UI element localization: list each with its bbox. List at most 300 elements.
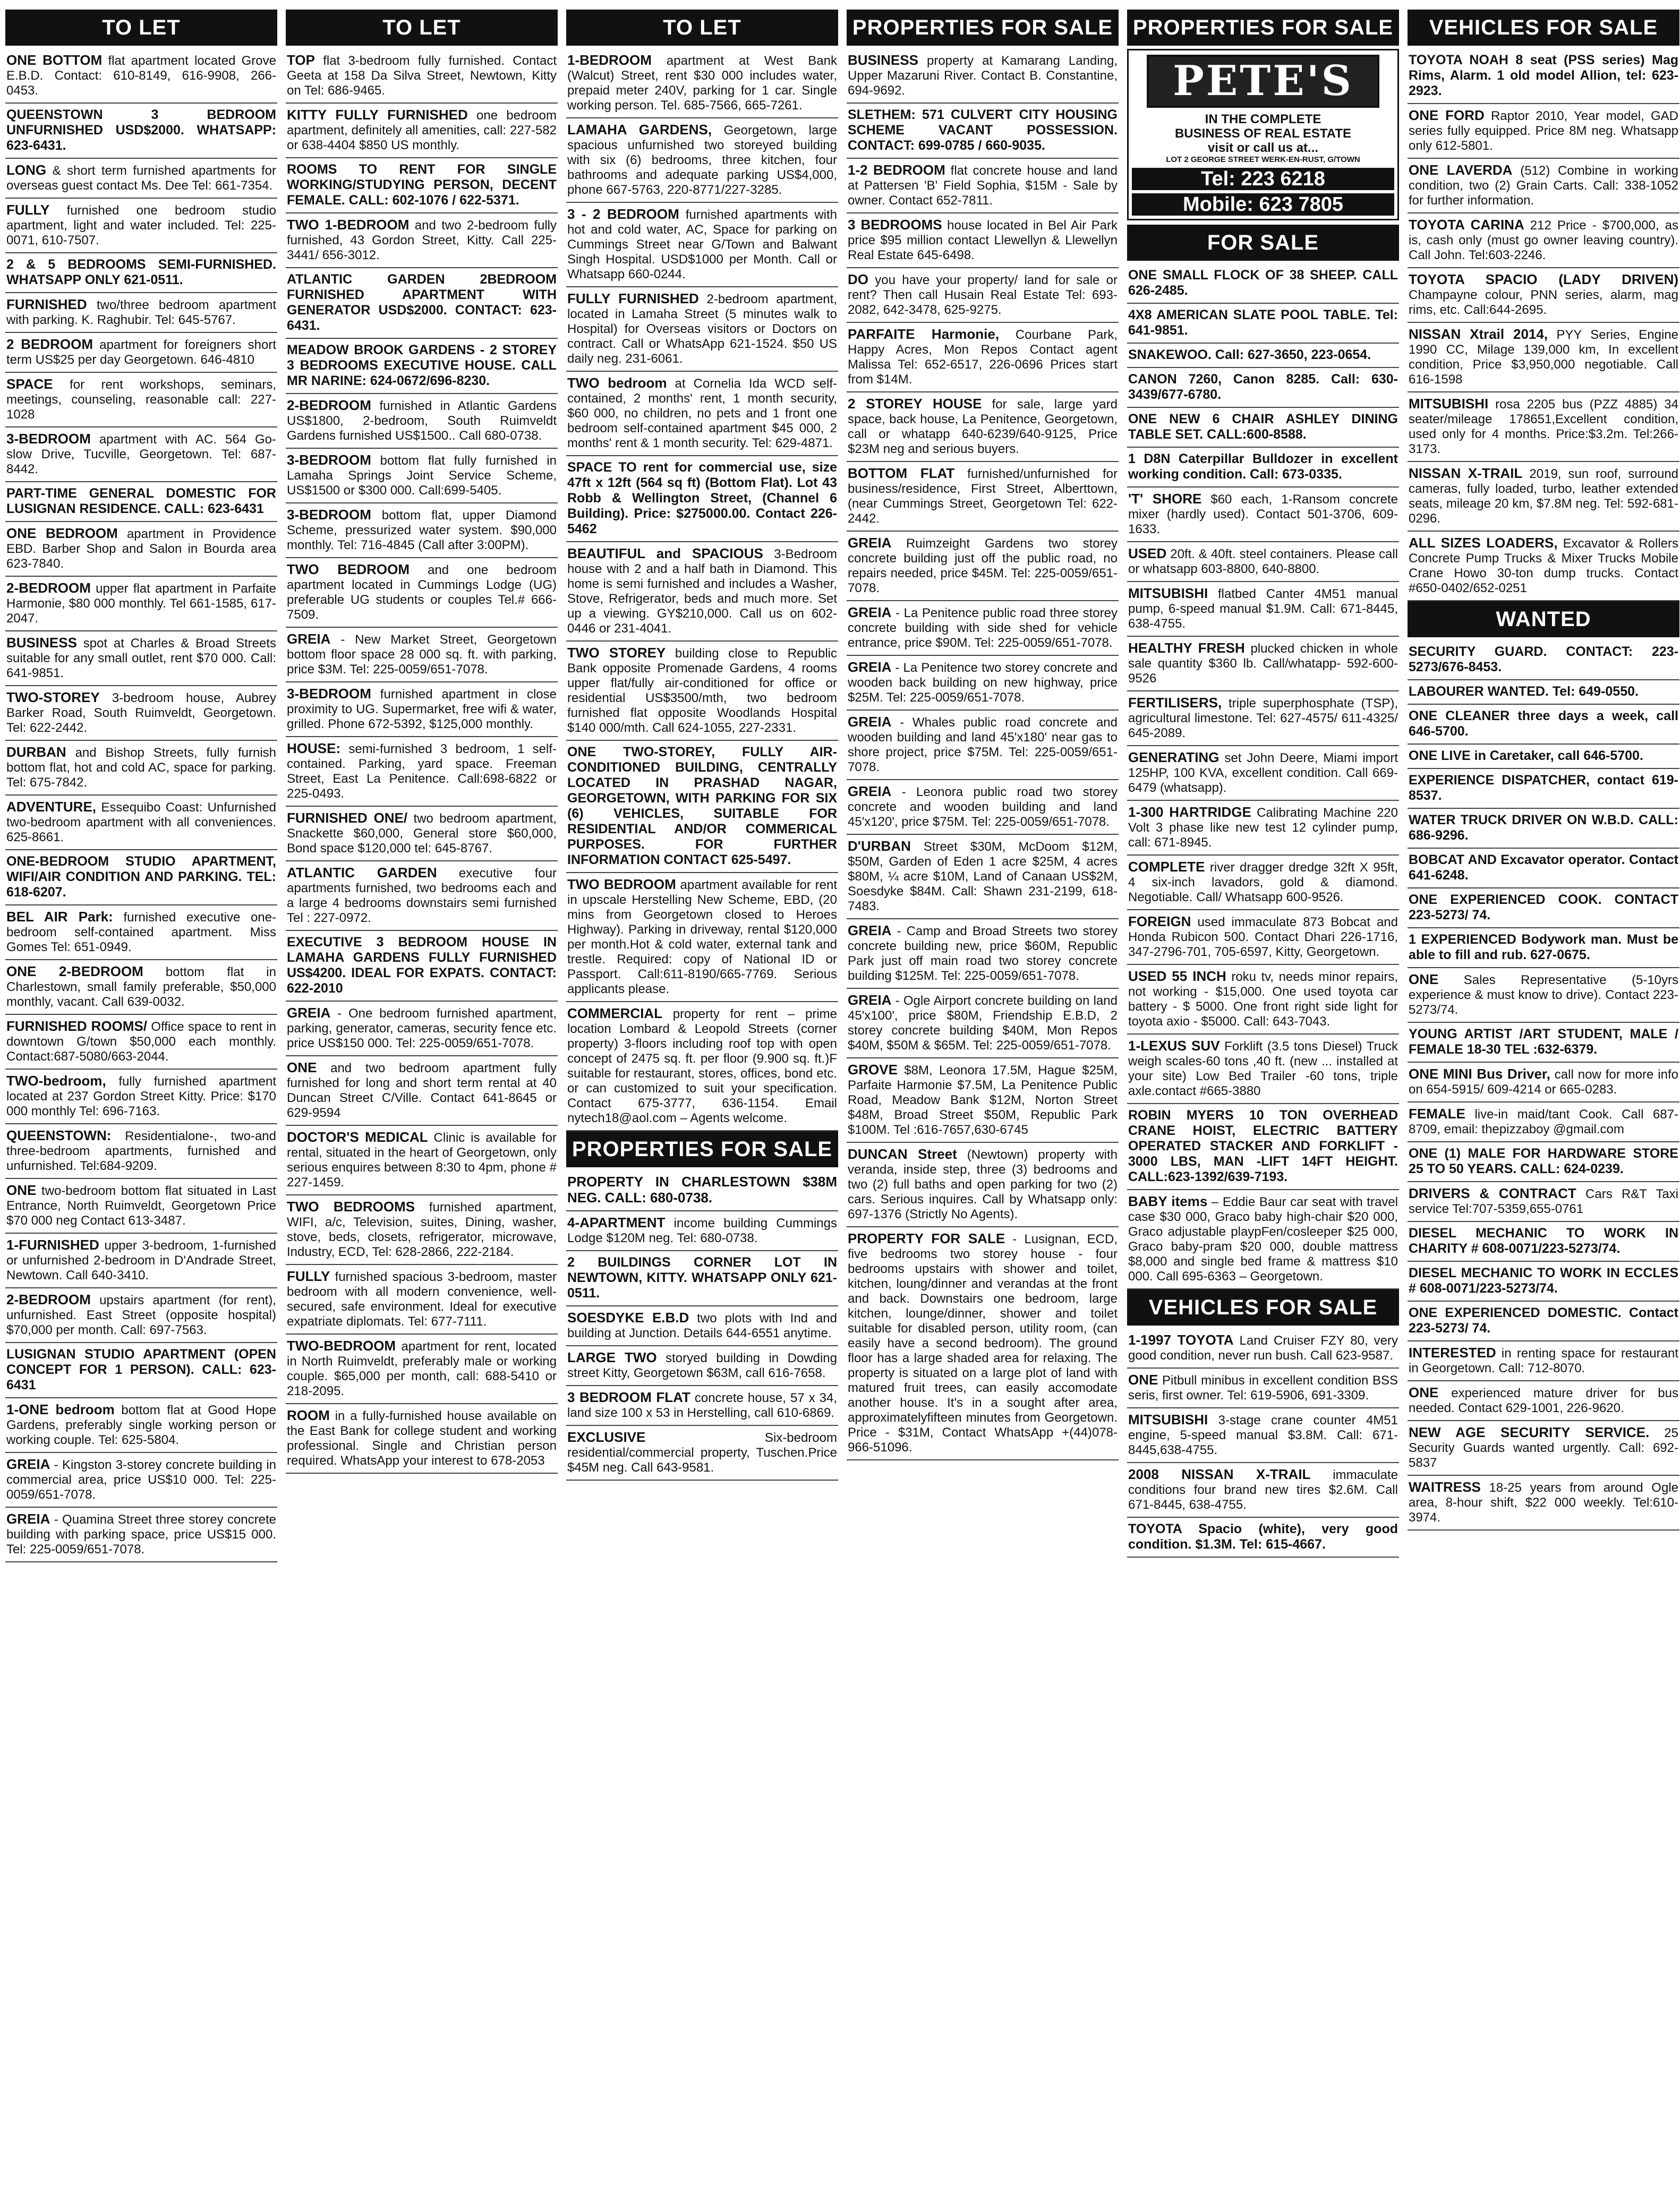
ad-body: Courbane Park, Happy Acres, Mon Repos Contact agent Malissa Tel: 652-6517, 226-0696 Prices start from $14M. (848, 328, 1118, 387)
classified-ad (286, 104, 558, 158)
ad-body: 1 EXPERIENCED Bodywork man. Must be able to fill and rub. 627-0675. (1409, 932, 1678, 962)
ad-lead: NISSAN X-TRAIL (1409, 465, 1523, 481)
classified-ad (5, 796, 277, 850)
ad-body: apartment for foreigners short term US$25 per day Georgetown. 646-4810 (6, 338, 276, 367)
logo-line: visit or call us at... (1207, 141, 1319, 155)
ad-body: Raptor 2010, Year model, GAD series fully equipped. Price 8M neg. Whatsapp only 612-5801. (1409, 109, 1678, 153)
ad-lead: 3-BEDROOM (287, 452, 371, 468)
classified-ad (566, 372, 838, 456)
classified-ad (566, 203, 838, 287)
ad-body: two plots with Ind and building at Junction. Details 644-6551 anytime. (567, 1311, 837, 1340)
section-header: PROPERTIES FOR SALE (566, 1131, 838, 1167)
ad-lead: 2 BEDROOM (6, 336, 93, 352)
ad-body: at Cornelia Ida WCD self-contained, 2 months' rent, 1 month security, $60 000, no children, no pets and 1 front one bedroom self-contained apartment $45 000, 2 months' rent & 1 month security. Tel: 629-4871. (567, 377, 837, 450)
classified-ad (847, 532, 1119, 601)
classified-ad (1408, 968, 1679, 1023)
ad-lead: GREIA (848, 992, 892, 1008)
ad-lead: GREIA (848, 714, 892, 730)
classified-ad (5, 905, 277, 960)
ad-lead: 3-BEDROOM (287, 507, 371, 523)
ad-lead: TOP (287, 52, 315, 68)
ad-body: SNAKEWOO. Call: 627-3650, 223-0654. (1128, 347, 1371, 362)
classified-ad (847, 919, 1119, 989)
ad-lead: GREIA (287, 631, 331, 647)
ad-body: building close to Republic Bank opposite Promenade Gardens, 4 rooms upper flat/fully air-conditioned for office or residential US$3500/mth, two bedroom furnished flat opposite Woodlands Hospital $140 000/mth. Call 624-1055, 227-2331. (567, 646, 837, 735)
classified-ad (1127, 488, 1399, 542)
classified-ad (286, 268, 558, 339)
ad-body: for rent workshops, seminars, meetings, counseling, reasonable call: 227-1028 (6, 378, 276, 422)
ad-body: property at Kamarang Landing, Upper Mazaruni River. Contact B. Constantine, 694-9692. (848, 54, 1118, 98)
ad-body: 2019, sun roof, surround cameras, fully loaded, turbo, leather extended seats, mileage 20 km, $7.8M neg. Tel: 592-681-0296. (1409, 467, 1679, 526)
ad-body: bottom flat at Good Hope Gardens, preferably single working person or working couple. Tel: 625-5804. (6, 1403, 276, 1447)
ad-body: storyed building in Dowding street Kitty, Georgetown $63M, call 616-7658. (567, 1351, 837, 1380)
classified-ad (847, 159, 1119, 213)
classified-ad (5, 1453, 277, 1508)
classified-ad (5, 850, 277, 905)
classified-ad (1127, 1518, 1399, 1558)
ad-body: SLETHEM: 571 CULVERT CITY HOUSING SCHEME VACANT POSSESSION. CONTACT: 699-0785 / 660-9035. (848, 107, 1118, 153)
ad-lead: DOCTOR'S MEDICAL (287, 1129, 428, 1145)
ad-body: 3-bedroom house, Aubrey Barker Road, South Ruimveldt, Georgetown. Tel: 622-2442. (6, 691, 276, 735)
classified-ad (847, 1058, 1119, 1143)
ad-body: $8M, Leonora 17.5M, Hague $25M, Parfaite Harmonie $7.5M, La Penitence Public Road, Meadow Bank $12M, Norton Street $48M, Broad Street $50M, Republic Park $100M. Tel :616-7657,630-6745 (848, 1063, 1118, 1137)
ad-body: executive four apartments furnished, two bedrooms each and a large 4 bedrooms downstairs semi furnished Tel : 227-0972. (287, 866, 557, 925)
classified-ad (1408, 745, 1679, 769)
ad-lead: ONE MINI Bus Driver, (1409, 1066, 1550, 1082)
ad-lead: GREIA (6, 1511, 50, 1527)
classified-ad (1408, 769, 1679, 809)
ad-body: 20ft. & 40ft. steel containers. Please call or whatsapp 603-8800, 640-8800. (1128, 547, 1398, 576)
ad-lead: GREIA (848, 783, 892, 799)
ad-lead: ONE FORD (1409, 107, 1485, 123)
classified-ad (847, 323, 1119, 392)
classified-ad (286, 682, 558, 737)
classified-ad (566, 1002, 838, 1131)
classified-ad (286, 558, 558, 628)
logo-line: BUSINESS OF REAL ESTATE (1174, 126, 1352, 141)
ad-body: two bedroom apartment, Snackette $60,000, General store $60,000, Bond space $120,000 tel: 645-8767. (287, 811, 557, 856)
ad-lead: SOESDYKE E.B.D (567, 1310, 689, 1326)
ad-body: 1 D8N Caterpillar Bulldozer in excellent working condition. Call: 673-0335. (1128, 451, 1398, 482)
classified-ad (1408, 213, 1679, 268)
ad-lead: ROOM (287, 1407, 330, 1423)
ad-body: ONE TWO-STOREY, FULLY AIR-CONDITIONED BUILDING, CENTRALLY LOCATED IN PRASHAD NAGAR, GEORGETOWN, WITH PARKING FOR SIX (6) VEHICLES, SUITABLE FOR RESIDENTIAL AND/OR COMMERICAL PURPOSES. FOR FURTHER INFORMATION CONTACT 625-5497. (567, 745, 837, 867)
ad-lead: ONE BEDROOM (6, 525, 118, 541)
ad-body: 2 BUILDINGS CORNER LOT IN NEWTOWN, KITTY. WHATSAPP ONLY 621-0511. (567, 1255, 837, 1301)
classified-ad (847, 780, 1119, 835)
ad-body: Essequibo Coast: Unfurnished two-bedroom apartment with all conveniences. 625-8661. (6, 800, 276, 844)
ad-body: PYY Series, Engine 1990 CC, Milage 139,000 km, In excellent condition, Price $3,950,000 negotiable. Call 616-1598 (1409, 328, 1678, 387)
ad-lead: EXCLUSIVE (567, 1429, 646, 1445)
section-header: TO LET (5, 10, 277, 46)
ad-body: flatbed Canter 4M51 manual pump, 6-speed manual $1.9M. Call: 671-8445, 638-4755. (1128, 587, 1398, 631)
classified-ad (286, 49, 558, 104)
classified-ad (1127, 801, 1399, 856)
ad-body: apartment in Providence EBD. Barber Shop and Salon in Bourda area 623-7840. (6, 527, 277, 571)
classified-ad (566, 1170, 838, 1211)
ad-body: fully furnished apartment located at 237 Gordon Street Kitty. Price: $170 000 monthly Tel: 696-7163. (6, 1074, 276, 1118)
ad-body: Street $30M, McDoom $12M, $50M, Garden of Eden 1 acre $25M, 4 acres $80M, ¼ acre $10M, Land of Canaan US$2M, Soesdyke $84M. Call: Shawn 231-2199, 618-7483. (848, 840, 1118, 913)
classified-ad (1408, 532, 1679, 601)
classified-ad (847, 711, 1119, 780)
ad-body: 2 & 5 BEDROOMS SEMI-FURNISHED. WHATSAPP ONLY 621-0511. (6, 257, 276, 287)
classified-ad (847, 601, 1119, 656)
ad-lead: 4-APARTMENT (567, 1215, 666, 1230)
ad-body: BOBCAT AND Excavator operator. Contact 641-6248. (1409, 852, 1678, 883)
classified-ad (286, 213, 558, 268)
classified-ad (286, 1002, 558, 1056)
ad-lead: GENERATING (1128, 749, 1220, 765)
ad-body: Land Cruiser FZY 80, very good condition, never run bush. Call 623-9587. (1128, 1334, 1398, 1363)
ad-lead: TWO 1-BEDROOM (287, 217, 410, 233)
ad-body: house located in Bel Air Park price $95 million contact Llewellyn & Llewellyn Real Estate 645-6498. (848, 218, 1118, 262)
classified-ad (1127, 408, 1399, 448)
classified-ad (286, 931, 558, 1002)
classified-ad (1408, 1142, 1679, 1182)
ad-lead: 1-300 HARTRIDGE (1128, 804, 1251, 820)
classified-ad (847, 49, 1119, 104)
ad-body: furnished apartment in close proximity to UG. Supermarket, free wifi & water, grilled. Phone 672-5392, $125,000 monthly. (287, 687, 557, 731)
classified-ad (847, 656, 1119, 711)
classified-ad (1408, 392, 1679, 462)
classified-ad (5, 293, 277, 333)
ad-body: flat concrete house and land at Pattersen 'B' Field Sophia, $15M - Sale by owner. Contact 652-7811. (848, 164, 1118, 208)
ad-lead: ONE (6, 1182, 37, 1198)
ad-lead: GROVE (848, 1062, 898, 1078)
ad-body: ONE EXPERIENCED DOMESTIC. Contact 223-5273/ 74. (1409, 1305, 1678, 1336)
ad-lead: 1-BEDROOM (567, 52, 652, 68)
ad-body: LABOURER WANTED. Tel: 649-0550. (1409, 684, 1639, 699)
ad-lead: TOYOTA SPACIO (LADY DRIVEN) (1409, 271, 1678, 287)
classified-ad (1408, 640, 1679, 680)
classified-ad (1127, 542, 1399, 582)
ad-lead: ONE BOTTOM (6, 52, 103, 68)
classified-ad (1408, 705, 1679, 745)
ad-lead: FULLY (6, 202, 50, 218)
classified-ad (566, 542, 838, 642)
ad-body: WATER TRUCK DRIVER ON W.B.D. CALL: 686-9296. (1409, 813, 1678, 843)
ad-body: furnished spacious 3-bedroom, master bedroom with all modern convenience, well-secured, safe environment. Ideal for executive expatriate diplomats. Tel: 677-7111. (287, 1270, 557, 1329)
classified-ad (566, 287, 838, 372)
ad-body: CANON 7260, Canon 8285. Call: 630-3439/677-6780. (1128, 372, 1398, 402)
logo-line: IN THE COMPLETE (1205, 112, 1321, 126)
ad-lead: 2-BEDROOM (6, 1292, 91, 1307)
ad-body: spot at Charles & Broad Streets suitable for any small outlet, rent $70 000. Call: 641-9851. (6, 636, 276, 680)
ad-body: Georgetown, large spacious unfurnished two storeyed building with six (6) bedrooms, three kitchen, four bathrooms and adequate parking US$4,000, phone 667-5763, 220-8771/227-3285. (567, 123, 838, 197)
classified-ad (847, 213, 1119, 268)
ad-lead: NEW AGE SECURITY SERVICE. (1409, 1424, 1650, 1440)
classified-ad (847, 835, 1119, 919)
logo-address: LOT 2 GEORGE STREET WERK-EN-RUST, G/TOWN (1166, 155, 1360, 164)
ad-body: furnished executive one-bedroom self-contained apartment. Miss Gomes Tel: 651-0949. (6, 910, 276, 954)
classified-ad (1408, 1262, 1679, 1302)
ad-body: - La Penitence two storey concrete and wooden back building on new highway, price $25M. Tel: 225-0059/651-7078. (848, 661, 1118, 705)
classified-ad (286, 807, 558, 861)
ad-body: immaculate conditions four brand new tires $2.6M. Call 671-8445, 638-4755. (1128, 1468, 1398, 1512)
classified-ad (1127, 746, 1399, 801)
classified-ad (1127, 448, 1399, 488)
ad-lead: LARGE TWO (567, 1349, 657, 1365)
ad-body: 18-25 years from around Ogle area, 8-hour shift, $22 000 weekly. Tel:610-3974. (1409, 1481, 1678, 1525)
ad-lead: GREIA (848, 659, 892, 675)
classified-ad (566, 456, 838, 542)
classified-ad (286, 1126, 558, 1195)
classified-ad (286, 1404, 558, 1474)
ad-lead: TOYOTA CARINA (1409, 217, 1524, 233)
ad-body: 3-Bedroom house with 2 and a half bath in Diamond. This home is semi furnished and includes a Washer, Stove, Refrigerator, beds and much more. Set up a viewing. GY$210,000. Call us on 602-0446 or 231-4041. (567, 547, 838, 636)
ad-lead: BABY items (1128, 1193, 1208, 1209)
ad-body: Calibrating Machine 220 Volt 3 phase like new test 12 cylinder pump, call: 671-8945. (1128, 806, 1398, 850)
classified-ad (1127, 1369, 1399, 1408)
ad-body: upstairs apartment (for rent), unfurnished. East Street (opposite hospital) $70,000 per month. Call: 697-7563. (6, 1293, 276, 1337)
ad-lead: GREIA (848, 922, 892, 938)
ad-body: ONE-BEDROOM STUDIO APARTMENT, WIFI/AIR CONDITION AND PARKING. TEL: 618-6207. (6, 854, 276, 900)
ad-body: concrete house, 57 x 34, land size 100 x 53 in Herstelling, call 610-6869. (567, 1391, 837, 1420)
ad-body: TOYOTA Spacio (white), very good condition. $1.3M. Tel: 615-4667. (1128, 1522, 1398, 1552)
ad-body: upper flat apartment in Parfaite Harmonie, $80 000 monthly. Tel 661-1585, 617-2047. (6, 582, 276, 626)
ad-lead: 1-FURNISHED (6, 1237, 99, 1253)
ad-body: 212 Price - $700,000, as is, cash only (must go owner leaving country). Call John. Tel:603-2246. (1409, 218, 1678, 262)
section-header: TO LET (566, 10, 838, 46)
classified-ad (1127, 344, 1399, 368)
classified-ad (286, 449, 558, 503)
section-header: WANTED (1408, 601, 1679, 637)
ad-body: & short term furnished apartments for overseas guest contact Ms. Dee Tel: 661-7354. (6, 164, 276, 193)
classified-ad (286, 339, 558, 394)
ad-body: 4X8 AMERICAN SLATE POOL TABLE. Tel: 641-9851. (1128, 307, 1398, 338)
ad-body: in renting space for restaurant in Georgetown. Call: 712-8070. (1409, 1346, 1678, 1375)
ad-body: flat apartment located Grove E.B.D. Contact: 610-8149, 616-9908, 266-0453. (6, 54, 276, 98)
ad-body: ONE SMALL FLOCK OF 38 SHEEP. CALL 626-2485. (1128, 268, 1398, 298)
ad-body: Forklift (3.5 tons Diesel) Truck weigh scales-60 tons ,40 ft. (new ... installed at your site) Low Bed Trailer -60 tons, triple axle.contact #665-3880 (1128, 1039, 1398, 1098)
ad-body: ONE NEW 6 CHAIR ASHLEY DINING TABLE SET. CALL:600-8588. (1128, 412, 1398, 442)
ad-lead: ONE LAVERDA (1409, 162, 1513, 178)
classified-ad (5, 1234, 277, 1288)
classified-ad (1408, 1182, 1679, 1222)
ad-body: (512) Combine in working condition, two (2) Grain Carts. Call: 338-1052 for further information. (1409, 164, 1678, 208)
classified-ad (5, 631, 277, 686)
classified-ad (286, 737, 558, 807)
logo-name: PETE'S (1147, 55, 1379, 108)
ad-body: two-bedroom bottom flat situated in Last Entrance, North Ruimveldt, Georgetown Price $70 000 neg Contact 613-3487. (6, 1184, 276, 1228)
ad-lead: TWO-BEDROOM (287, 1338, 396, 1354)
classified-ad (847, 1227, 1119, 1460)
classified-ad (566, 1426, 838, 1481)
section-header: TO LET (286, 10, 558, 46)
classified-ad (1408, 680, 1679, 705)
ad-lead: MITSUBISHI (1409, 396, 1489, 412)
classified-ad (1408, 1222, 1679, 1262)
ad-body: SECURITY GUARD. CONTACT: 223-5273/676-8453. (1409, 644, 1678, 674)
ad-body: DIESEL MECHANIC TO WORK IN ECCLES # 608-0071/223-5273/74. (1409, 1266, 1678, 1296)
ad-lead: ALL SIZES LOADERS, (1409, 535, 1558, 551)
logo-phone: Tel: 223 6218 (1132, 168, 1394, 190)
ad-body: triple superphosphate (TSP), agricultural limestone. Tel: 627-4575/ 611-4325/ 645-2089. (1128, 696, 1398, 740)
ad-lead: BEAUTIFUL and SPACIOUS (567, 545, 763, 561)
ad-body: semi-furnished 3 bedroom, 1 self-contained. Parking, yard space. Freeman Street, East La Penitence. Call:698-6822 or 225-0493. (287, 742, 557, 801)
ad-lead: PROPERTY FOR SALE (848, 1230, 1005, 1246)
classified-ad (286, 503, 558, 558)
classified-ad (5, 1070, 277, 1124)
ad-body: live-in maid/tant Cook. Call 687-8709, email: thepizzaboy @gmail.com (1409, 1107, 1678, 1136)
ad-lead: 1-1997 TOYOTA (1128, 1332, 1234, 1348)
ad-body: apartment for rent, located in North Ruimveldt, preferably male or working couple. $65,000 per month, call: 688-5410 or 218-2095. (287, 1339, 557, 1398)
classified-ad (5, 522, 277, 577)
classified-ad (1127, 1035, 1399, 1104)
ad-lead: TWO STOREY (567, 645, 666, 661)
classified-ad (1408, 1476, 1679, 1531)
column-3 (566, 10, 838, 2182)
ad-body: 25 Security Guards wanted urgently. Call: 692-5837 (1409, 1426, 1678, 1470)
ad-body: you have your property/ land for sale or rent? Then call Husain Real Estate Tel: 693-2082, 642-3478, 625-9275. (848, 273, 1118, 317)
ad-lead: USED 55 INCH (1128, 968, 1226, 984)
classified-ad (5, 686, 277, 741)
classified-ad (566, 1211, 838, 1251)
classified-ad (1408, 1302, 1679, 1341)
ad-lead: ONE (1409, 1384, 1439, 1400)
ad-body: $60 each, 1-Ransom concrete mixer (hardly used). Contact 501-3706, 609-1633. (1128, 492, 1398, 536)
classified-ad (566, 1251, 838, 1306)
ad-lead: 2008 NISSAN X-TRAIL (1128, 1466, 1311, 1482)
ad-body: apartment at West Bank (Walcut) Street, rent $30 000 includes water, prepaid meter 240V, parking for 1 car. Single working person. Tel. 685-7566, 665-7261. (567, 54, 837, 113)
ad-lead: ATLANTIC GARDEN (287, 865, 437, 881)
ad-body: for sale, large yard space, back house, La Penitence, Georgetown, call or whatapp 640-6239/640-9125, Price $23M neg and serious buyers. (848, 397, 1118, 456)
classified-ad (566, 1346, 838, 1386)
classified-ad (5, 253, 277, 293)
ad-lead: 3 - 2 BEDROOM (567, 206, 679, 222)
ad-lead: FURNISHED (6, 296, 87, 312)
ad-body: - Kingston 3-storey concrete building in commercial area, price US$10 000. Tel: 225-0059/651-7078. (6, 1458, 276, 1502)
classified-ad (847, 1143, 1119, 1227)
classified-ad (286, 1195, 558, 1265)
ad-lead: 3 BEDROOM FLAT (567, 1389, 690, 1405)
ad-lead: DURBAN (6, 744, 66, 760)
classified-ad (1127, 304, 1399, 344)
classified-ad (5, 373, 277, 428)
ad-lead: DRIVERS & CONTRACT (1409, 1185, 1576, 1201)
classified-ad (1408, 849, 1679, 888)
section-header: FOR SALE (1127, 225, 1399, 261)
ad-lead: ONE (1128, 1372, 1158, 1388)
classified-ad (1408, 49, 1679, 104)
classified-ad (286, 1056, 558, 1126)
classified-ad (5, 428, 277, 482)
classified-ad (1127, 1329, 1399, 1369)
ad-lead: GREIA (6, 1456, 50, 1472)
classified-ad (1127, 1190, 1399, 1289)
ad-lead: 2 STOREY HOUSE (848, 396, 982, 412)
ad-body: and two bedroom apartment fully furnished for long and short term rental at 40 Duncan Street C/Ville. Contact 641-8645 or 629-9594 (287, 1061, 557, 1120)
ad-lead: ADVENTURE, (6, 799, 97, 815)
classified-ad (1408, 268, 1679, 323)
ad-body: DIESEL MECHANIC TO WORK IN CHARITY # 608-0071/223-5273/74. (1409, 1226, 1678, 1256)
ad-lead: TWO-STOREY (6, 689, 100, 705)
real-estate-logo (1127, 49, 1399, 220)
ad-body: used immaculate 873 Bobcat and Honda Rubicon 500. Contact Dhari 226-1716, 347-2796-701, 705-6597, Kitty, Georgetown. (1128, 915, 1398, 959)
ad-body: apartment available for rent in upscale Herstelling New Scheme, EBD, (20 mins from Georgetown closed to Heroes Highway). Parking in driveway, rental $120,000 per month.Hot & cold water, external tank and trestle. Required: copy of National ID or Passport. Call:611-8190/665-7769. Serious applicants please. (567, 878, 837, 996)
ad-body: Champayne colour, PNN series, alarm, mag rims, etc. Call:644-2695. (1409, 288, 1678, 317)
ad-body: furnished in Atlantic Gardens US$1800, 2-bedroom, South Ruimveldt Gardens furnished US$1500.. Call 680-0738. (287, 399, 557, 443)
ad-body: and two 2-bedroom fully furnished, 43 Gordon Street, Kitty. Call 225- 3441/ 656-3012. (287, 218, 557, 262)
ad-lead: 1-ONE bedroom (6, 1401, 115, 1417)
ad-lead: SPACE (6, 376, 53, 392)
classified-ad (1127, 1104, 1399, 1190)
ad-lead: D'URBAN (848, 838, 911, 854)
ad-body: ONE LIVE in Caretaker, call 646-5700. (1409, 748, 1643, 763)
ad-lead: 'T' SHORE (1128, 491, 1202, 507)
ad-lead: FURNISHED ONE/ (287, 810, 408, 826)
classified-ad (1127, 1408, 1399, 1463)
classified-ad (5, 1508, 277, 1562)
ad-body: LUSIGNAN STUDIO APARTMENT (OPEN CONCEPT FOR 1 PERSON). CALL: 623-6431 (6, 1347, 276, 1392)
ad-body: experienced mature driver for bus needed. Contact 629-1001, 226-9620. (1409, 1386, 1678, 1415)
ad-lead: BOTTOM FLAT (848, 465, 955, 481)
ad-lead: PROPERTY IN CHARLESTOWN $38M NEG. CALL: 680-0738. (567, 1174, 837, 1206)
classified-ad (1127, 691, 1399, 746)
ad-lead: FULLY FURNISHED (567, 290, 699, 306)
ad-lead: TWO BEDROOMS (287, 1199, 415, 1215)
ad-body: - Lusignan, ECD, five bedrooms two storey house - four bedrooms upstairs with shower and toilet, kitchen, loung/dinner and verandas at the front and back. Downstairs one bedroom, large kitchen, lounge/dinner, shower and toilet suitable for disabled person, utility room, (can easily have a second bedroom). The ground floor has a large shaded area for relaxing. The property is situated on a large plot of land with matured fruit trees, can easily accomodate another house. It's in a sought after area, approximatelyfifteen minutes from Georgetown. Price - $31M, Contact WhatsApp +(44)078-966-51096. (848, 1232, 1118, 1455)
classified-ad (286, 861, 558, 931)
ad-body: set John Deere, Miami import 125HP, 100 KVA, excellent condition. Call 669-6479 (whatsapp). (1128, 751, 1398, 795)
classified-ad (1127, 910, 1399, 965)
ad-body: PART-TIME GENERAL DOMESTIC FOR LUSIGNAN RESIDENCE. CALL: 623-6431 (6, 486, 276, 516)
ad-body: roku tv, needs minor repairs, not working - $15,000. One used toyota car battery - $ 5000. One front right side light for toyota axio - $5000. Call: 643-7043. (1128, 970, 1398, 1029)
ad-body: call now for more info on 654-5915/ 609-4214 or 665-0283. (1409, 1067, 1678, 1097)
classified-ad (566, 118, 838, 203)
ad-body: Cars R&T Taxi service Tel:707-5359,655-0761 (1409, 1187, 1678, 1216)
ad-lead: LAMAHA GARDENS, (567, 122, 712, 138)
classified-ad (1127, 856, 1399, 910)
ad-body: Clinic is available for rental, situated in the heart of Georgetown, only serious enquires between 8:30 to 4pm, phone # 227-1459. (287, 1131, 557, 1190)
classified-ad (5, 1343, 277, 1398)
ad-lead: 1-LEXUS SUV (1128, 1038, 1220, 1054)
classified-ad (5, 49, 277, 104)
ad-body: ROBIN MYERS 10 TON OVERHEAD CRANE HOIST, ELECTRIC BATTERY OPERATED STACKER AND FORKLIFT - 3000 LBS, MAN -LIFT 14FT HEIGHT. CALL:623-1392/639-7193. (1128, 1108, 1398, 1184)
ad-body: furnished/unfurnished for business/residence, First Street, Alberttown, (near Cummings Street, Georgetown Tel: 622-2442. (848, 467, 1118, 526)
ad-lead: DUNCAN Street (848, 1146, 957, 1162)
ad-body: apartment with AC. 564 Go-slow Drive, Tucville, Georgetown. Tel: 687-8442. (6, 432, 276, 476)
classified-ad (1408, 1421, 1679, 1476)
classified-ad (1408, 159, 1679, 213)
ad-lead: PARFAITE Harmonie, (848, 326, 1000, 342)
ad-lead: BEL AIR Park: (6, 909, 113, 925)
ad-body: - New Market Street, Georgetown bottom floor space 28 000 sq. ft. with parking, price $3M. Tel: 225-0059/651-7078. (287, 633, 557, 677)
ad-lead: HEALTHY FRESH (1128, 640, 1245, 656)
ad-lead: BUSINESS (6, 635, 77, 651)
classified-ad (5, 1288, 277, 1343)
ad-lead: TWO BEDROOM (287, 561, 410, 577)
classified-ad (566, 741, 838, 873)
ad-body: plucked chicken in whole sale quantity $360 lb. Call/whatapp- 592-600-9526 (1128, 642, 1398, 686)
classified-ad (1408, 888, 1679, 928)
classified-ad (5, 159, 277, 199)
ad-lead: MITSUBISHI (1128, 585, 1208, 601)
ad-body: ATLANTIC GARDEN 2BEDROOM FURNISHED APARTMENT WITH GENERATOR USD$2000. CONTACT: 623-6431. (287, 272, 557, 333)
column-6 (1408, 10, 1679, 2182)
ad-body: QUEENSTOWN 3 BEDROOM UNFURNISHED USD$2000. WHATSAPP: 623-6431. (6, 107, 276, 153)
ad-body: income building Cummings Lodge $120M neg. Tel: 680-0738. (567, 1216, 837, 1245)
ad-lead: FERTILISERS, (1128, 695, 1222, 711)
ad-body: - Camp and Broad Streets two storey concrete building new, price $60M, Republic Park just off main road two storey concrete building $125M. Tel: 225-0059/651-7078. (848, 924, 1118, 983)
ad-lead: 1-2 BEDROOM (848, 162, 945, 178)
classified-ad (5, 577, 277, 631)
ad-body: bottom flat, upper Diamond Scheme, pressurized water system. $90,000 monthly. Tel: 716-4845 (Call after 3:00PM). (287, 508, 557, 552)
ad-body: flat 3-bedroom fully furnished. Contact Geeta at 158 Da Silva Street, Newtown, Kitty on Tel: 686-9465. (287, 54, 557, 98)
ad-lead: TWO bedroom (567, 375, 667, 391)
ad-body: Pitbull minibus in excellent condition BSS seris, first owner. Tel: 619-5906, 691-3309. (1128, 1373, 1398, 1403)
classified-ad (1127, 965, 1399, 1035)
